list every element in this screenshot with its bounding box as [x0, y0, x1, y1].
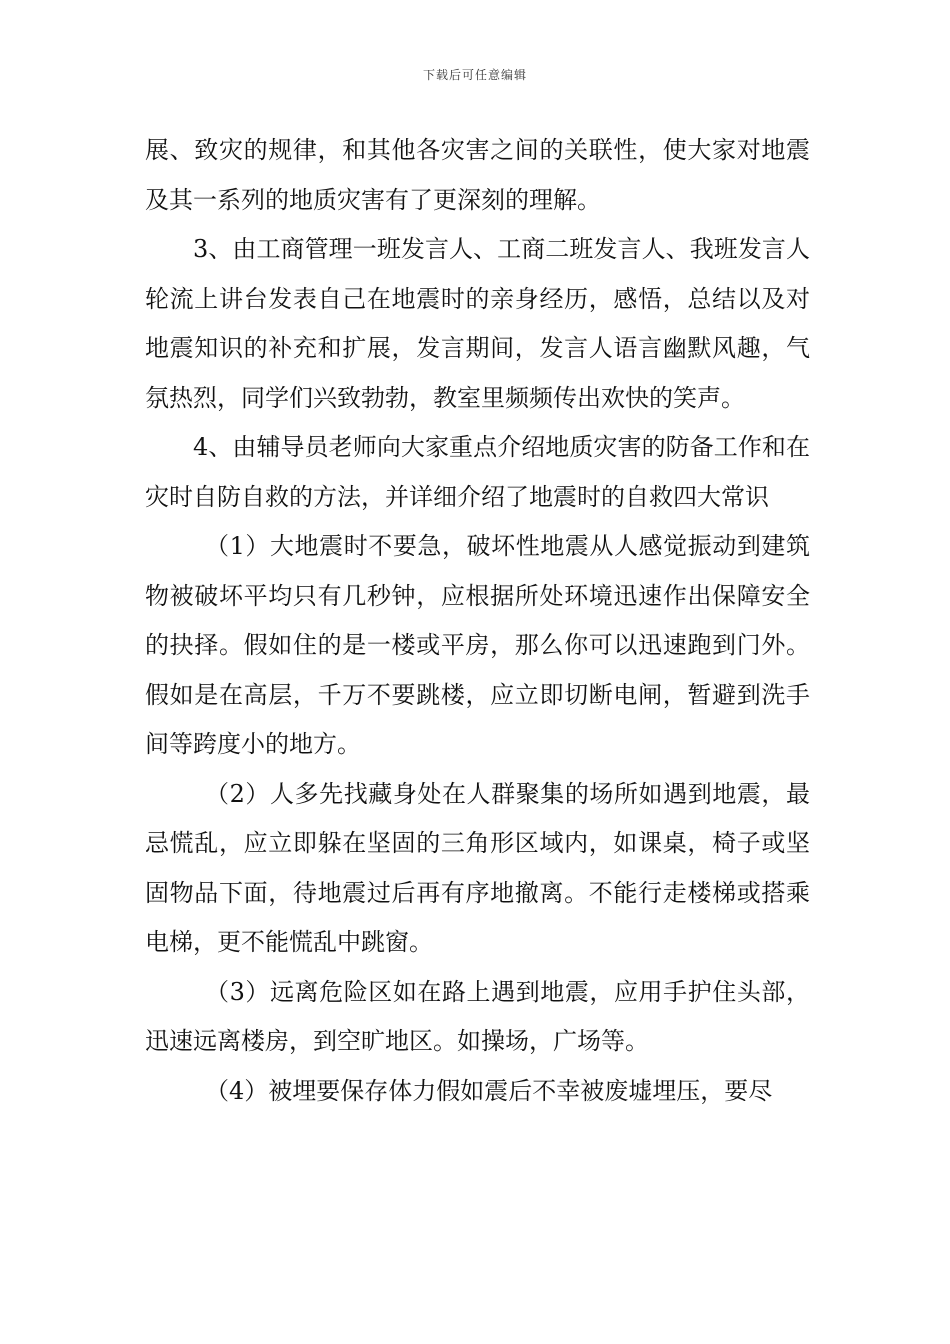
- page-header: 下载后可任意编辑: [422, 68, 527, 82]
- document-body: [145, 126, 810, 1116]
- paragraph-item-4: 4、由辅导员老师向大家重点介绍地质灾害的防备工作和在灾时自防自救的方法，并详细介绍了地震时的自救四大常识: [145, 433, 810, 511]
- paragraph-subitem-4: （4）被埋要保存体力假如震后不幸被废墟埋压，要尽: [205, 1076, 773, 1105]
- paragraph-subitem-1: （1）大地震时不要急，破坏性地震从人感觉振动到建筑物被破坏平均只有几秒钟，应根据所处环境迅速作出保障安全的抉择。假如住的是一楼或平房，那么你可以迅速跑到门外。假如是在高层，千万不要跳楼，应立即切断电闸，暂避到洗手间等跨度小的地方。: [145, 532, 810, 758]
- paragraph-subitem-3: （3）远离危险区如在路上遇到地震，应用手护住头部，迅速远离楼房，到空旷地区。如操场，广场等。: [145, 977, 810, 1055]
- paragraph-subitem-2: （2）人多先找藏身处在人群聚集的场所如遇到地震，最忌慌乱，应立即躲在坚固的三角形区域内，如课桌，椅子或坚固物品下面，待地震过后再有序地撤离。不能行走楼梯或搭乘电梯，更不能慌乱中跳窗。: [145, 779, 810, 956]
- paragraph-continuation: 展、致灾的规律，和其他各灾害之间的关联性，使大家对地震及其一系列的地质灾害有了更深刻的理解。: [145, 136, 810, 214]
- paragraph-item-3: 3、由工商管理一班发言人、工商二班发言人、我班发言人轮流上讲台发表自己在地震时的亲身经历，感悟，总结以及对地震知识的补充和扩展，发言期间，发言人语言幽默风趣，气氛热烈，同学们兴致勃勃，教室里频频传出欢快的笑声。: [145, 235, 810, 412]
